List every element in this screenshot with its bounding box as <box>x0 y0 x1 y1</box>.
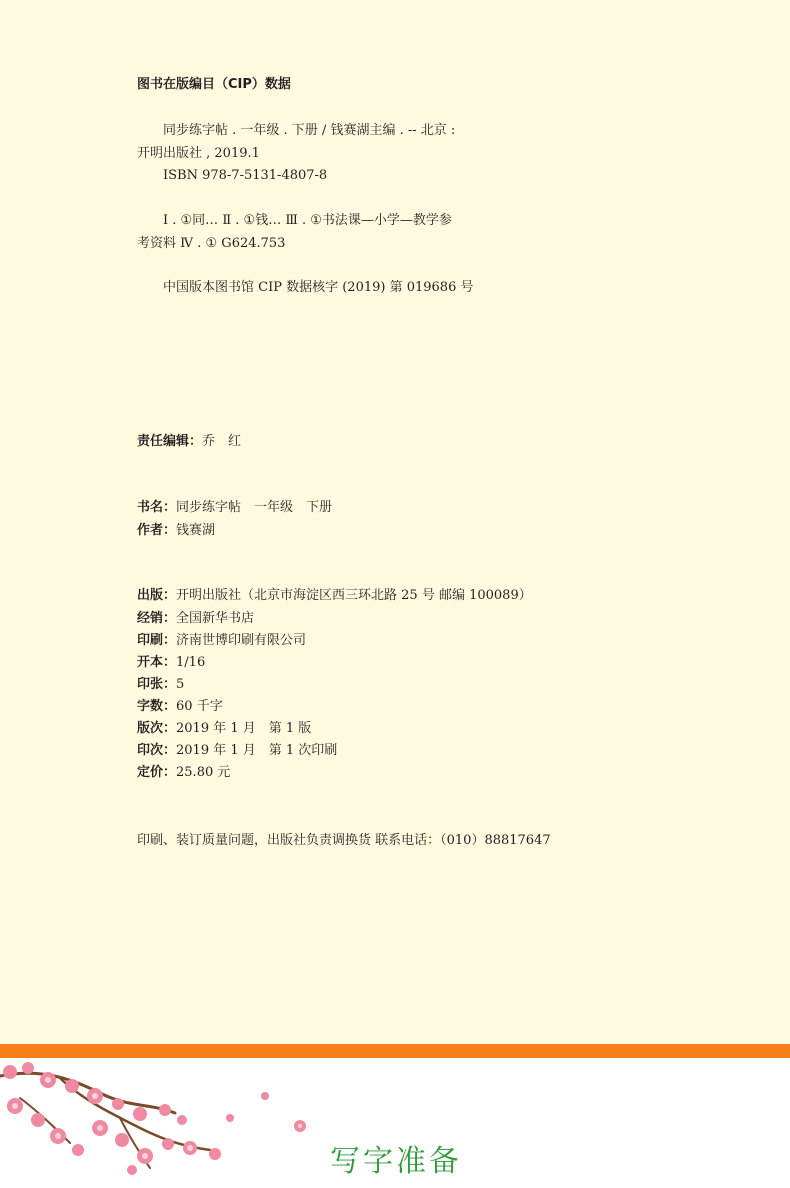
pub-value: 2019 年 1 月 第 1 次印刷 <box>176 743 338 758</box>
cip-line-4: Ⅰ . ①同… Ⅱ . ①钱… Ⅲ . ①书法课—小学—教学参 <box>163 213 452 228</box>
book-title-value: 同步练字帖 一年级 下册 <box>176 500 333 515</box>
pub-row-format <box>137 655 205 671</box>
pub-label: 定价： <box>137 765 177 780</box>
pub-label: 开本： <box>137 655 177 670</box>
editor-row <box>137 434 241 450</box>
quality-notice: 印刷、装订质量问题，出版社负责调换货 联系电话：（010）88817647 <box>137 833 551 848</box>
book-title-label: 书名： <box>137 500 177 515</box>
pub-label: 字数： <box>137 699 177 714</box>
pub-row-wordcount <box>137 699 223 715</box>
pub-value: 济南世博印刷有限公司 <box>176 633 307 648</box>
editor-value: 乔 红 <box>202 434 242 449</box>
orange-divider-bar <box>0 1044 790 1058</box>
pub-row-edition <box>137 721 311 737</box>
pub-label: 印刷： <box>137 633 177 648</box>
cip-line-5: 考资料 Ⅳ . ① G624.753 <box>137 236 286 251</box>
pub-label: 印张： <box>137 677 177 692</box>
cip-line-3: ISBN 978-7-5131-4807-8 <box>163 168 328 183</box>
editor-label: 责任编辑： <box>137 434 203 449</box>
pub-value: 5 <box>176 677 185 692</box>
pub-row-publisher <box>137 588 532 604</box>
cip-line-6: 中国版本图书馆 CIP 数据核字 (2019) 第 019686 号 <box>163 280 474 295</box>
book-title-row <box>137 500 332 516</box>
pub-value: 全国新华书店 <box>176 611 255 626</box>
cip-heading: 图书在版编目（CIP）数据 <box>137 77 291 92</box>
pub-value: 1/16 <box>176 655 206 670</box>
pub-row-sheets <box>137 677 184 693</box>
book-author-label: 作者： <box>137 523 177 538</box>
book-author-value: 钱赛湖 <box>176 523 216 538</box>
pub-row-distributor <box>137 611 254 627</box>
pub-row-price <box>137 765 230 781</box>
pub-label: 经销： <box>137 611 177 626</box>
cip-line-1: 同步练字帖 . 一年级 . 下册 / 钱赛湖主编 . -- 北京 : <box>163 123 456 138</box>
book-author-row <box>137 523 215 539</box>
cherry-blossom-branch-illustration <box>0 1058 330 1188</box>
pub-value: 开明出版社（北京市海淀区西三环北路 25 号 邮编 100089） <box>176 588 532 603</box>
cip-line-2: 开明出版社 , 2019.1 <box>137 146 260 161</box>
pub-value: 25.80 元 <box>176 765 231 780</box>
pub-value: 2019 年 1 月 第 1 版 <box>176 721 312 736</box>
pub-label: 版次： <box>137 721 177 736</box>
pub-label: 出版： <box>137 588 177 603</box>
pub-label: 印次： <box>137 743 177 758</box>
pub-row-printer <box>137 633 306 649</box>
footer-title: 写字准备 <box>330 1144 462 1179</box>
pub-row-printing <box>137 743 337 759</box>
pub-value: 60 千字 <box>176 699 223 714</box>
